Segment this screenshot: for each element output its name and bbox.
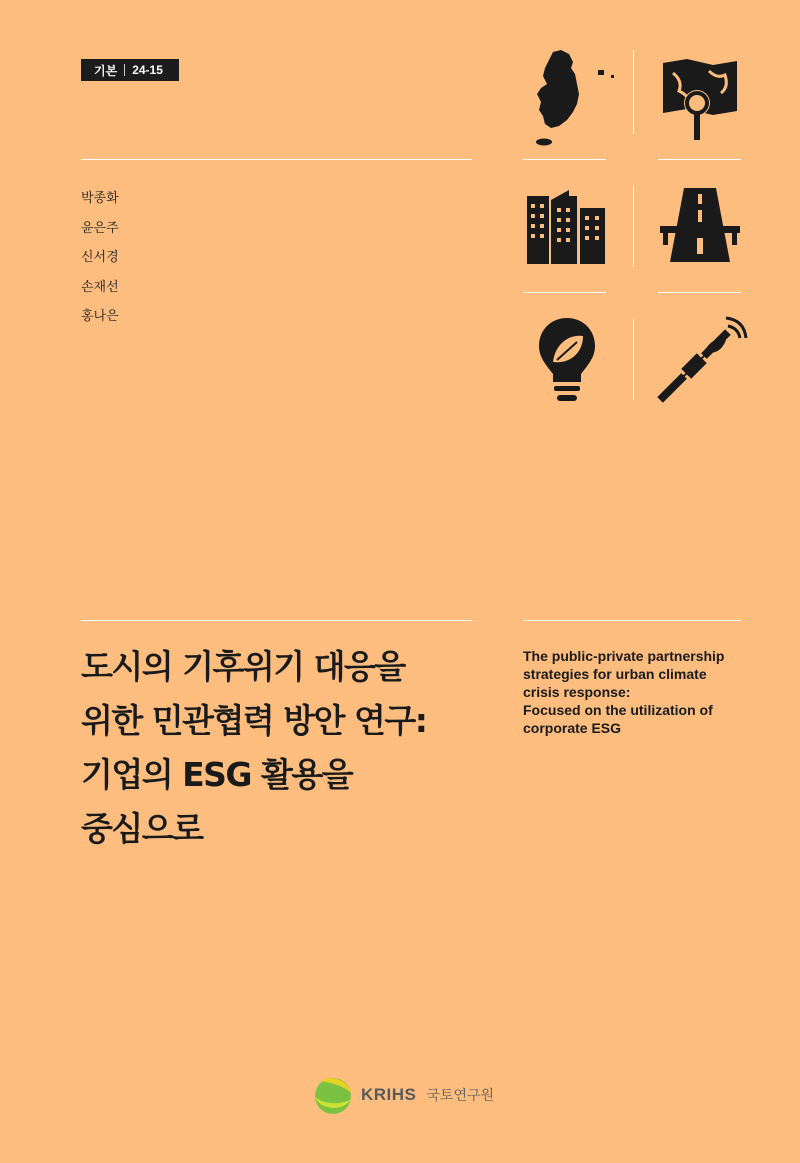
author-name: 홍나은 (81, 309, 119, 324)
report-title-english (523, 647, 753, 737)
title-line: corporate ESG (523, 720, 622, 736)
report-title-korean (81, 640, 501, 856)
icon-grid-divider (633, 318, 634, 400)
satellite-icon (654, 312, 748, 406)
publisher-logo (313, 1075, 494, 1115)
title-line: 도시의 기후위기 대응을 (81, 647, 405, 686)
title-divider (81, 620, 472, 621)
krihs-logo-icon (313, 1075, 353, 1115)
title-line: 위한 민관협력 방안 연구: (81, 701, 427, 740)
icon-grid-divider (658, 159, 741, 160)
road-highway-icon (660, 188, 740, 262)
korea-map-icon (531, 48, 621, 150)
title-line: crisis response: (523, 684, 631, 700)
top-divider (81, 159, 472, 160)
icon-grid-divider (658, 292, 741, 293)
author-name: 박종화 (81, 191, 119, 206)
series-number: 24-15 (132, 63, 163, 77)
title-line: strategies for urban climate (523, 666, 707, 682)
subtitle-divider (523, 620, 741, 621)
series-badge (81, 59, 179, 81)
author-name: 신서경 (81, 250, 119, 265)
series-label: 기본 (94, 63, 118, 78)
icon-grid-divider (633, 50, 634, 134)
publisher-name: 국토연구원 (426, 1088, 495, 1104)
icon-grid-divider (523, 292, 606, 293)
title-line: 기업의 ESG 활용을 (81, 755, 353, 794)
title-line: The public-private partnership (523, 648, 725, 664)
icon-grid-divider (523, 159, 606, 160)
badge-divider (124, 64, 125, 76)
title-line: Focused on the utilization of (523, 702, 713, 718)
author-name: 윤은주 (81, 220, 119, 236)
publisher-abbr: KRIHS (361, 1085, 417, 1104)
map-search-icon (661, 57, 739, 143)
author-name: 손재선 (81, 279, 119, 295)
title-line: 중심으로 (81, 809, 203, 848)
icon-grid-divider (633, 185, 634, 267)
eco-lightbulb-icon (537, 316, 597, 406)
city-buildings-icon (527, 188, 605, 264)
author-list (81, 184, 119, 332)
